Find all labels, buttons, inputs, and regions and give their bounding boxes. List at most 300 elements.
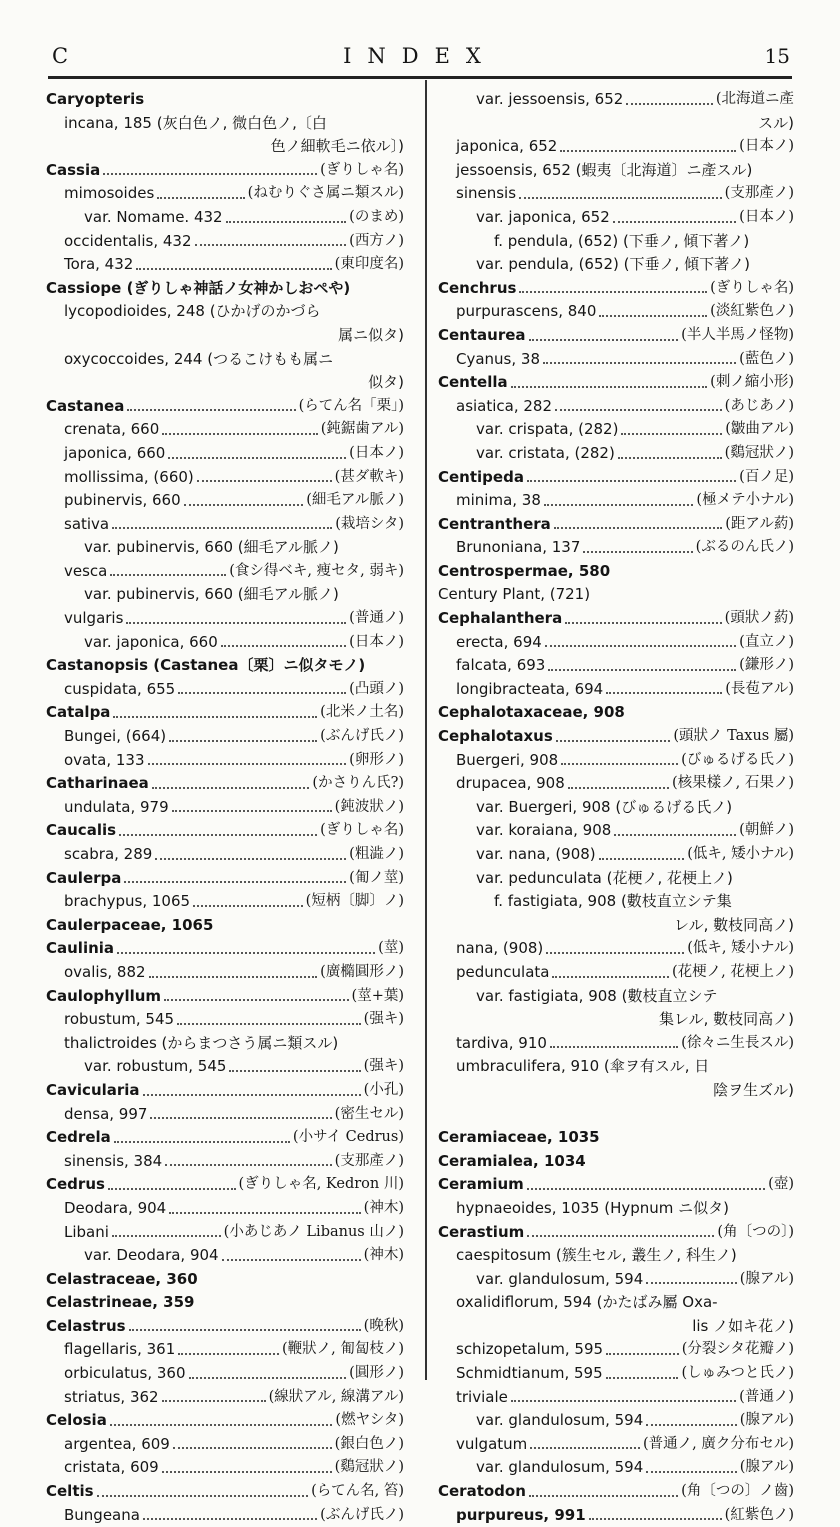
leader-dots: [127, 409, 295, 411]
index-entry: [438, 796, 794, 820]
entry-term: pedunculata: [456, 962, 550, 981]
leader-dots: [568, 787, 669, 789]
index-entry: [438, 1055, 794, 1079]
index-entry: [46, 961, 404, 985]
entry-term: スル): [758, 113, 794, 132]
entry-term: mimosoides: [64, 184, 155, 203]
entry-gloss: (匍ノ莖): [349, 869, 404, 886]
index-entry: [46, 253, 404, 277]
index-entry: [46, 1456, 404, 1480]
entry-term: Bungeana: [64, 1505, 140, 1524]
entry-gloss: (極メテ小ナル): [696, 492, 794, 509]
entry-term: purpurascens, 840: [456, 302, 597, 321]
leader-dots: [97, 1495, 309, 1497]
entry-term: Cephalotaxus: [438, 727, 553, 746]
entry-term: Celtis: [46, 1482, 94, 1501]
leader-dots: [527, 1188, 765, 1190]
index-entry: [46, 135, 404, 159]
entry-term: Cedrela: [46, 1128, 111, 1147]
index-column-left: [46, 88, 404, 1527]
index-entry: [46, 1173, 404, 1197]
index-entry: [438, 725, 794, 749]
index-entry: [46, 749, 404, 773]
entry-term: Centipeda: [438, 467, 524, 486]
entry-gloss: (藍色ノ): [739, 350, 794, 367]
leader-dots: [552, 976, 668, 978]
entry-gloss: (あじあノ): [724, 397, 794, 414]
index-entry: [46, 560, 404, 584]
entry-term: cuspidata, 655: [64, 679, 176, 698]
index-entry: [46, 819, 404, 843]
index-entry: [438, 253, 794, 277]
entry-term: Libani: [64, 1222, 109, 1241]
entry-gloss: (日本ノ): [349, 444, 404, 461]
index-entry: [438, 395, 794, 419]
entry-gloss: (低キ, 矮小ナル): [687, 846, 794, 862]
leader-dots: [561, 763, 678, 765]
entry-term: 似タ): [368, 373, 404, 392]
entry-gloss: (角〔つの〕): [717, 1223, 794, 1240]
entry-gloss: (徐々ニ生長スル): [681, 1034, 794, 1051]
index-entry: [438, 914, 794, 938]
index-entry: [46, 914, 404, 938]
leader-dots: [614, 834, 736, 836]
entry-term: sinensis: [456, 184, 517, 203]
leader-dots: [162, 433, 318, 435]
leader-dots: [168, 457, 346, 459]
entry-gloss: (甚ダ軟キ): [334, 468, 404, 485]
entry-term: Cavicularia: [46, 1080, 140, 1099]
entry-term: Buergeri, 908: [456, 750, 559, 769]
index-entry: [438, 1173, 794, 1197]
leader-dots: [150, 1117, 331, 1119]
index-entry: [46, 1008, 404, 1032]
entry-term: Celastrineae, 359: [46, 1293, 195, 1312]
index-entry: [438, 1244, 794, 1268]
leader-dots: [193, 905, 303, 907]
entry-term: Centrospermae, 580: [438, 561, 611, 580]
entry-term: Cyanus, 38: [456, 349, 540, 368]
leader-dots: [527, 1235, 714, 1237]
entry-term: Cassiope (ぎりしゃ神話ノ女神かしおペや): [46, 278, 351, 297]
entry-gloss: (短柄〔脚〕ノ): [305, 893, 404, 910]
index-entry: [438, 206, 794, 230]
leader-dots: [117, 952, 375, 954]
entry-term: cristata, 609: [64, 1458, 159, 1477]
leader-dots: [646, 1424, 737, 1426]
index-entry: [46, 1055, 404, 1079]
leader-dots: [113, 716, 317, 718]
leader-dots: [221, 645, 346, 647]
entry-term: Ceratodon: [438, 1482, 526, 1501]
index-entry: [46, 489, 404, 513]
index-entry: [438, 654, 794, 678]
leader-dots: [550, 1046, 678, 1048]
entry-gloss: (角〔つの〕ノ齒): [681, 1483, 794, 1500]
leader-dots: [546, 952, 684, 954]
entry-term: 集レル, 數枝同高ノ): [658, 1010, 794, 1029]
entry-gloss: (紅紫色ノ): [724, 1506, 794, 1523]
leader-dots: [529, 1495, 678, 1497]
entry-gloss: (頭狀ノ Taxus 屬): [673, 728, 794, 745]
entry-term: undulata, 979: [64, 797, 169, 816]
leader-dots: [565, 622, 721, 624]
leader-dots: [606, 1353, 679, 1355]
index-entry: [438, 1103, 794, 1127]
leader-dots: [169, 1212, 360, 1214]
entry-gloss: (壺): [768, 1176, 794, 1193]
leader-dots: [126, 622, 346, 624]
entry-gloss: (支那產ノ): [334, 1152, 404, 1169]
leader-dots: [555, 409, 722, 411]
entry-term: caespitosum (簇生セル, 叢生ノ, 科生ノ): [456, 1246, 737, 1265]
entry-term: var. Buergeri, 908 (びゅるげる氏ノ): [476, 797, 733, 816]
leader-dots: [583, 551, 692, 553]
entry-gloss: (百ノ足): [739, 468, 794, 485]
index-entry: [438, 607, 794, 631]
entry-term: var. jessoensis, 652: [476, 90, 624, 108]
entry-term: var. Nomame. 432: [84, 207, 223, 226]
entry-term: var. Deodara, 904: [84, 1246, 219, 1265]
entry-gloss: (淡紅紫色ノ): [710, 303, 794, 320]
entry-gloss: (小サイ Cedrus): [292, 1129, 404, 1146]
entry-term: schizopetalum, 595: [456, 1340, 604, 1359]
entry-gloss: (北米ノ土名): [320, 704, 404, 721]
entry-gloss: (ぎりしゃ名): [320, 822, 404, 839]
entry-term: Tora, 432: [64, 255, 134, 274]
leader-dots: [646, 1471, 737, 1473]
entry-term: Caulerpaceae, 1065: [46, 915, 214, 934]
entry-gloss: (卵形ノ): [349, 751, 404, 768]
index-entry: [438, 1291, 794, 1315]
entry-gloss: (凸頭ノ): [349, 680, 404, 697]
index-entry: [438, 985, 794, 1009]
entry-gloss: (銀白色ノ): [334, 1435, 404, 1452]
index-entry: [46, 1386, 404, 1410]
entry-term: lycopodioides, 248 (ひかげのかづら: [64, 302, 321, 321]
index-entry: [438, 135, 794, 159]
entry-term: oxycoccoides, 244 (つるこけもも属ニ: [64, 349, 334, 368]
index-entry: [438, 843, 794, 867]
index-entry: [46, 1362, 404, 1386]
entry-gloss: (低キ, 矮小ナル): [687, 940, 794, 957]
entry-term: Century Plant, (721): [438, 585, 591, 604]
entry-term: Ceramiaceae, 1035: [438, 1128, 600, 1147]
entry-gloss: (距アル葯): [725, 515, 794, 532]
entry-term: flagellaris, 361: [64, 1340, 176, 1359]
index-entry: [46, 701, 404, 725]
entry-term: レル, 數枝同高ノ): [673, 915, 794, 934]
index-entry: [46, 1103, 404, 1127]
leader-dots: [548, 669, 736, 671]
entry-term: Castanea: [46, 396, 125, 415]
entry-term: var. fastigiata, 908 (數枝直立シテ: [476, 986, 718, 1005]
index-entry: [46, 1315, 404, 1339]
entry-term: brachypus, 1065: [64, 892, 191, 911]
entry-term: Centranthera: [438, 514, 551, 533]
entry-gloss: (直立ノ): [739, 633, 794, 650]
leader-dots: [589, 1518, 722, 1520]
entry-term: Cephalanthera: [438, 609, 563, 628]
index-entry: [438, 1386, 794, 1410]
leader-dots: [155, 858, 346, 860]
index-entry: [46, 583, 404, 607]
entry-term: minima, 38: [456, 491, 541, 510]
entry-term: Ceramialea, 1034: [438, 1151, 586, 1170]
entry-term: Caulerpa: [46, 868, 122, 887]
entry-term: Cenchrus: [438, 278, 517, 297]
leader-dots: [143, 1094, 361, 1096]
entry-gloss: (花梗ノ, 花梗上ノ): [671, 963, 794, 980]
index-entry: [46, 1268, 404, 1292]
index-entry: [438, 583, 794, 607]
index-entry: [438, 182, 794, 206]
index-entry: [438, 1197, 794, 1221]
leader-dots: [178, 1353, 279, 1355]
index-entry: [438, 348, 794, 372]
entry-term: var. japonica, 652: [476, 207, 610, 226]
index-entry: [46, 772, 404, 796]
page-number: 15: [764, 44, 790, 68]
entry-gloss: (莖): [378, 940, 404, 957]
leader-dots: [110, 1424, 333, 1426]
index-entry: [46, 112, 404, 136]
leader-dots: [162, 1400, 266, 1402]
entry-term: 陰ヲ生ズル): [713, 1080, 794, 1099]
index-entry: [46, 442, 404, 466]
index-entry: [46, 536, 404, 560]
index-entry: [46, 607, 404, 631]
entry-term: Catharinaea: [46, 774, 149, 793]
leader-dots: [197, 480, 332, 482]
leader-dots: [136, 268, 331, 270]
index-entry: [46, 1197, 404, 1221]
leader-dots: [157, 197, 244, 199]
index-entry: [46, 395, 404, 419]
leader-dots: [148, 763, 347, 765]
entry-term: nana, (908): [456, 939, 544, 958]
entry-gloss: (普通ノ, 廣ク分布セル): [642, 1435, 794, 1452]
leader-dots: [152, 787, 310, 789]
entry-gloss: (北海道ニ產: [715, 91, 794, 107]
entry-term: var. robustum, 545: [84, 1057, 227, 1076]
index-entry: [438, 560, 794, 584]
leader-dots: [222, 1259, 361, 1261]
entry-gloss: (小あじあノ Libanus 山ノ): [223, 1223, 404, 1240]
index-entry: [438, 1032, 794, 1056]
leader-dots: [626, 103, 713, 105]
index-entry: [438, 631, 794, 655]
index-entry: [46, 1221, 404, 1245]
entry-term: 色ノ細軟毛ニ依ル〕): [270, 137, 404, 156]
entry-term: mollissima, (660): [64, 467, 194, 486]
index-entry: [46, 1126, 404, 1150]
index-entry: [438, 324, 794, 348]
entry-term: tardiva, 910: [456, 1033, 547, 1052]
index-entry: [46, 230, 404, 254]
leader-dots: [165, 1164, 331, 1166]
entry-gloss: (燃ヤシタ): [335, 1412, 404, 1429]
entry-term: jessoensis, 652 (蝦夷〔北海道〕ニ產スル): [456, 160, 753, 179]
entry-term: f. pendula, (652) (下垂ノ, 傾下著ノ): [494, 231, 750, 250]
entry-term: pubinervis, 660: [64, 491, 181, 510]
entry-term: var. pubinervis, 660 (細毛アル脈ノ): [84, 538, 339, 557]
index-entry: [438, 159, 794, 183]
leader-dots: [178, 692, 346, 694]
entry-gloss: (鷄冠狀ノ): [724, 444, 794, 461]
entry-term: scabra, 289: [64, 845, 153, 863]
index-entry: [438, 678, 794, 702]
entry-gloss: (普通ノ): [739, 1388, 794, 1405]
entry-gloss: (栽培シタ): [335, 515, 404, 532]
entry-gloss: (分裂シタ花瓣ノ): [681, 1341, 794, 1358]
index-entry: [438, 1126, 794, 1150]
entry-gloss: (强キ): [363, 1058, 404, 1075]
index-column-right: [438, 88, 794, 1527]
leader-dots: [529, 339, 679, 341]
index-entry: [46, 678, 404, 702]
index-entry: [46, 985, 404, 1009]
index-entry: [46, 1032, 404, 1056]
page-header: [0, 38, 840, 78]
entry-term: var. japonica, 660: [84, 632, 218, 651]
index-entry: [46, 1244, 404, 1268]
entry-gloss: (ぶんげ氏ノ): [320, 1506, 404, 1523]
entry-term: asiatica, 282: [456, 396, 553, 415]
index-entry: [438, 513, 794, 537]
entry-gloss: (腺アル): [739, 1459, 794, 1476]
entry-gloss: (長苞アル): [725, 680, 794, 697]
index-entry: [46, 1409, 404, 1433]
leader-dots: [646, 1282, 737, 1284]
entry-gloss: (晚秋): [363, 1317, 404, 1334]
entry-term: striatus, 362: [64, 1387, 159, 1406]
index-entry: [438, 1315, 794, 1339]
index-entry: [46, 1079, 404, 1103]
leader-dots: [511, 386, 708, 388]
index-entry: [46, 1150, 404, 1174]
entry-term: drupacea, 908: [456, 774, 565, 793]
entry-gloss: (ぎりしゃ名): [710, 279, 794, 296]
entry-gloss: (核果樣ノ, 石果ノ): [671, 775, 794, 792]
entry-term: var. crispata, (282): [476, 420, 619, 439]
index-entry: [438, 1480, 794, 1504]
entry-gloss: (刺ノ縮小形): [710, 374, 794, 391]
entry-term: crenata, 660: [64, 420, 160, 439]
entry-gloss: (西方ノ): [349, 232, 404, 249]
index-entry: [438, 88, 794, 112]
leader-dots: [618, 457, 722, 459]
entry-gloss: (鈍波狀ノ): [334, 798, 404, 815]
leader-dots: [554, 527, 722, 529]
index-entry: [46, 1504, 404, 1527]
index-entry: [46, 182, 404, 206]
entry-term: Deodara, 904: [64, 1198, 167, 1217]
leader-dots: [530, 1447, 640, 1449]
leader-dots: [124, 881, 346, 883]
index-entry: [438, 1409, 794, 1433]
entry-gloss: (かさりん氏?): [312, 775, 404, 792]
index-entry: [46, 466, 404, 490]
index-entry: [438, 749, 794, 773]
entry-term: sativa: [64, 514, 110, 533]
entry-term: umbraculifera, 910 (傘ヲ有スル, 日: [456, 1057, 710, 1076]
entry-term: var. glandulosum, 594: [476, 1458, 644, 1477]
index-entry: [438, 418, 794, 442]
index-entry: [46, 277, 404, 301]
entry-term: Cerastium: [438, 1222, 525, 1241]
index-entry: [438, 300, 794, 324]
leader-dots: [103, 173, 317, 175]
entry-gloss: (神木): [363, 1247, 404, 1264]
entry-term: Cedrus: [46, 1175, 105, 1194]
entry-term: Celosia: [46, 1411, 107, 1430]
entry-gloss: (ねむりぐさ属ニ類スル): [247, 185, 404, 202]
entry-gloss: (線狀アル, 線溝アル): [268, 1388, 404, 1405]
entry-gloss: (鷄冠狀ノ): [334, 1459, 404, 1476]
leader-dots: [606, 692, 722, 694]
leader-dots: [177, 1023, 361, 1025]
entry-term: Brunoniana, 137: [456, 538, 581, 557]
index-entry: [438, 442, 794, 466]
index-entry: [46, 371, 404, 395]
index-entry: [46, 890, 404, 914]
entry-term: argentea, 609: [64, 1434, 170, 1453]
entry-term: densa, 997: [64, 1104, 148, 1123]
index-entry: [46, 348, 404, 372]
leader-dots: [129, 1329, 361, 1331]
index-entry: [438, 1504, 794, 1527]
entry-gloss: (鞭狀ノ, 匍匐枝ノ): [281, 1341, 404, 1358]
leader-dots: [556, 740, 671, 742]
entry-term: vulgatum: [456, 1434, 528, 1453]
entry-term: oxalidiflorum, 594 (かたばみ屬 Oxa-: [456, 1293, 718, 1312]
leader-dots: [149, 976, 318, 978]
entry-term: ovata, 133: [64, 750, 145, 769]
entry-gloss: (朝鮮ノ): [739, 822, 794, 839]
entry-gloss: (神木): [363, 1199, 404, 1216]
entry-term: triviale: [456, 1387, 508, 1406]
column-divider: [425, 80, 427, 1380]
entry-gloss: (頭狀ノ葯): [724, 610, 794, 627]
entry-gloss: (莖+葉): [351, 987, 404, 1004]
leader-dots: [189, 1377, 347, 1379]
entry-term: thalictroides (からまつさう属ニ類スル): [64, 1033, 339, 1052]
entry-gloss: (日本ノ): [739, 208, 794, 225]
index-entry: [438, 1268, 794, 1292]
entry-term: hypnaeoides, 1035 (Hypnum ニ似タ): [456, 1198, 729, 1217]
entry-term: falcata, 693: [456, 656, 546, 675]
entry-gloss: (びゅるげる氏ノ): [681, 751, 794, 768]
entry-term: Caucalis: [46, 821, 117, 840]
entry-term: occidentalis, 432: [64, 231, 192, 250]
index-entry: [438, 1008, 794, 1032]
entry-gloss: (半人半馬ノ怪物): [681, 326, 794, 343]
entry-gloss: (支那產ノ): [724, 185, 794, 202]
entry-term: var. glandulosum, 594: [476, 1411, 644, 1430]
leader-dots: [613, 221, 736, 223]
leader-dots: [162, 1471, 332, 1473]
entry-gloss: (東印度名): [334, 256, 404, 273]
leader-dots: [112, 1235, 221, 1237]
entry-term: Bungei, (664): [64, 727, 167, 746]
entry-term: vesca: [64, 561, 108, 580]
entry-gloss: (粗澁ノ): [349, 846, 404, 862]
leader-dots: [519, 291, 707, 293]
index-entry: [46, 1291, 404, 1315]
entry-gloss: (腺アル): [739, 1270, 794, 1287]
entry-term: Cephalotaxaceae, 908: [438, 703, 625, 722]
